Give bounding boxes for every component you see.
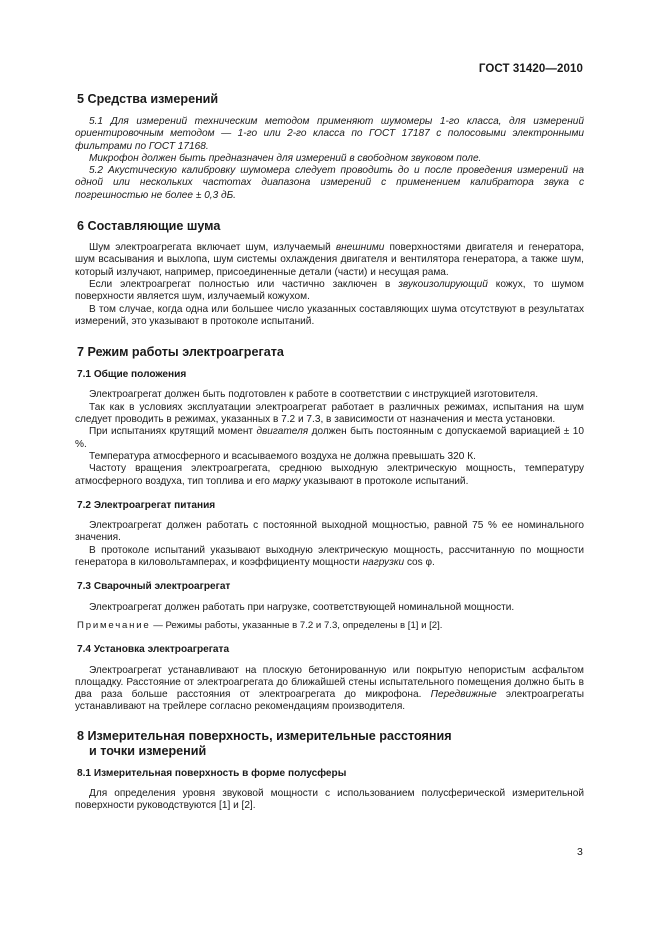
- section-7-2-paragraph-1: Электроагрегат должен работать с постоянной выходной мощностью, равной 75 % ее номинального значения.: [75, 520, 584, 544]
- section-7-1-paragraph-2: Так как в условиях эксплуатации электроагрегат работает в различных режимах, испытания на шум следует проводить в режимах, указанных в 7.2 и 7.3, в зависимости от назначения и места установки.: [75, 401, 584, 426]
- section-7-1-paragraph-4: Температура атмосферного и всасываемого воздуха не должна превышать 320 К.: [89, 450, 476, 462]
- section-8-heading-line-2: и точки измерений: [89, 743, 207, 758]
- section-7-3-heading: 7.3 Сварочный электроагрегат: [77, 581, 231, 593]
- section-5-2-paragraph: 5.2 Акустическую калибровку шумомера следует проводить до и после проведения измерений на одной или нескольких частотах диапазона измерений с применением калибратора звука с погрешностью не более ± 0,3 дБ.: [75, 165, 584, 201]
- section-7-3-paragraph-1: Электроагрегат должен работать при нагрузке, соответствующей номинальной мощности.: [89, 601, 515, 613]
- section-8-1-paragraph-1: Для определения уровня звуковой мощности с использованием полусферической измерительной поверхности руководствуются [1] и [2].: [75, 787, 584, 812]
- section-7-heading: 7 Режим работы электроагрегата: [77, 345, 284, 360]
- section-8-1-heading: 8.1 Измерительная поверхность в форме полусферы: [77, 767, 347, 779]
- section-7-1-heading: 7.1 Общие положения: [77, 369, 187, 381]
- section-6-paragraph-3: В том случае, когда одна или большее число указанных составляющих шума отсутствуют в результатах измерений, это указывают в протоколе испытаний.: [75, 303, 584, 327]
- section-6-paragraph-1: Шум электроагрегата включает шум, излучаемый внешними поверхностями двигателя и генератора, шум всасывания и выхлопа, шум системы охлаждения двигателя и вентилятора генератора, а также шум, который излучают, например, присоединенные детали (части) и несущая рама.: [75, 242, 584, 278]
- section-8-heading-line-1: 8 Измерительная поверхность, измерительные расстояния: [77, 728, 452, 743]
- section-7-1-paragraph-1: Электроагрегат должен быть подготовлен к работе в соответствии с инструкцией изготовителя.: [89, 389, 538, 401]
- section-6-heading: 6 Составляющие шума: [77, 219, 221, 234]
- section-6-paragraph-2: Если электроагрегат полностью или частично заключен в звукоизолирующий кожух, то шумом поверхности является шум, излучаемый кожухом.: [75, 278, 584, 303]
- section-5-microphone-paragraph: Микрофон должен быть предназначен для измерений в свободном звуковом поле.: [89, 152, 482, 164]
- section-7-4-paragraph-1: Электроагрегат устанавливают на плоскую бетонированную или покрытую непористым асфальтом площадку. Расстояние от электроагрегата до ближайшей стены испытательного помещения должно быть в два раза больше расстояния от электроагрегата до микрофона. Передвижные электроагрегаты устанавливают на трейлере согласно рекомендациям производителя.: [75, 664, 584, 713]
- section-5-1-paragraph: 5.1 Для измерений техническим методом применяют шумомеры 1-го класса, для измерений ориентировочным методом — 1-го или 2-го класса по ГОСТ 17187 с полосовыми электронными фильтрами по ГОСТ 17168.: [75, 116, 584, 152]
- section-5-heading: 5 Средства измерений: [77, 92, 219, 106]
- page-content: [75, 92, 584, 813]
- section-7-4-heading: 7.4 Установка электроагрегата: [77, 644, 230, 656]
- page-number: 3: [577, 846, 583, 858]
- section-7-1-paragraph-5: Частоту вращения электроагрегата, среднюю выходную электрическую мощность, температуру атмосферного воздуха, тип топлива и его марку указывают в протоколе испытаний.: [75, 463, 584, 487]
- section-8-heading: [75, 729, 584, 759]
- section-7-3-note: Примечание — Режимы работы, указанные в 7.2 и 7.3, определены в [1] и [2].: [77, 619, 443, 631]
- section-7-2-paragraph-2: В протоколе испытаний указывают выходную электрическую мощность, рассчитанную по мощности генератора в киловольтамперах, и коэффициенту мощности нагрузки cos φ.: [75, 544, 584, 569]
- section-7-2-heading: 7.2 Электроагрегат питания: [77, 499, 216, 511]
- section-7-1-paragraph-3: При испытаниях крутящий момент двигателя должен быть постоянным с допускаемой вариацией ± 10 %.: [75, 426, 584, 450]
- document-id-header: ГОСТ 31420—2010: [478, 63, 583, 75]
